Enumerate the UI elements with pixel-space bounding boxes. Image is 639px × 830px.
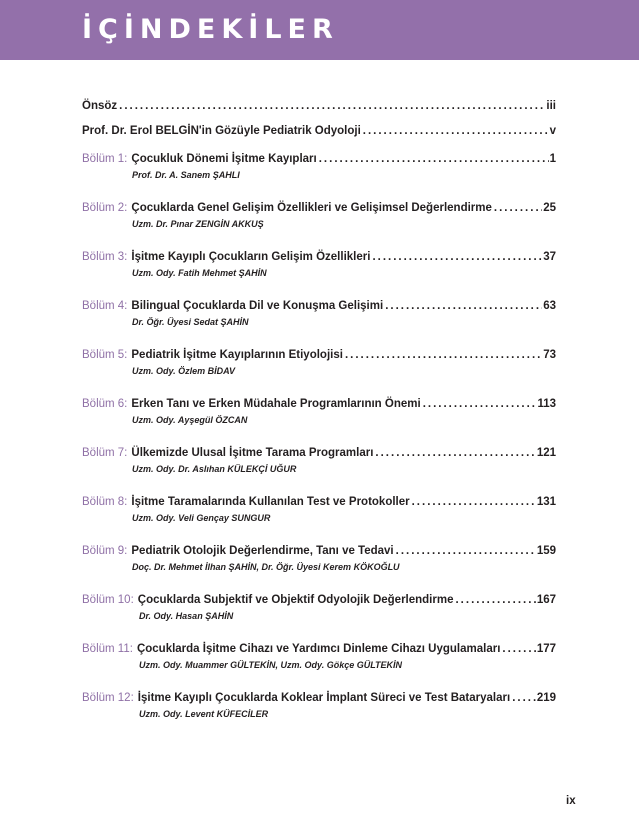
chapter-title: Çocuklarda Genel Gelişim Özellikleri ve Gelişimsel Değerlendirme [131,202,492,214]
chapter-page: 1 [549,153,556,165]
dot-leader [510,690,536,706]
chapter-author: Uzm. Ody. Dr. Aslıhan KÜLEKÇİ UĞUR [132,464,297,474]
chapter-author: Uzm. Ody. Levent KÜFECİLER [139,709,269,719]
toc-chapter-entry[interactable] [82,151,556,183]
chapter-title: Bilingual Çocuklarda Dil ve Konuşma Gelişimi [131,300,384,312]
dot-leader [394,543,536,559]
chapter-label: Bölüm 5: [82,349,128,361]
chapter-title: Pediatrik İşitme Kayıplarının Etiyolojisi [131,349,343,361]
dot-leader [317,151,549,167]
chapter-page: 63 [543,300,556,312]
dot-leader [500,641,535,657]
table-of-contents [82,98,556,739]
chapter-label: Bölüm 6: [82,398,128,410]
chapter-title: Ülkemizde Ulusal İşitme Tarama Programları [131,447,374,459]
toc-entry-page: iii [546,100,556,112]
dot-leader [373,445,535,461]
toc-entry-page: v [549,125,556,137]
toc-chapter-entry[interactable] [82,445,556,477]
chapter-author: Uzm. Ody. Ayşegül ÖZCAN [132,415,248,425]
header-band [0,0,639,60]
chapter-page: 121 [536,447,556,459]
dot-leader [383,298,542,314]
chapter-label: Bölüm 10: [82,594,134,606]
chapter-page: 177 [536,643,556,655]
chapter-page: 113 [537,398,556,410]
chapter-title: İşitme Kayıplı Çocuklarda Koklear İmplant Süreci ve Test Bataryaları [137,692,511,704]
chapter-label: Bölüm 8: [82,496,128,508]
chapter-title: Çocuklarda İşitme Cihazı ve Yardımcı Dinleme Cihazı Uygulamaları [136,643,501,655]
chapter-author: Dr. Ody. Hasan ŞAHİN [139,611,234,621]
chapter-author: Uzm. Ody. Veli Gençay SUNGUR [132,513,271,523]
toc-chapter-entry[interactable] [82,249,556,281]
chapter-page: 167 [536,594,556,606]
dot-leader [492,200,542,216]
dot-leader [453,592,535,608]
toc-chapter-entry[interactable] [82,592,556,624]
dot-leader [421,396,537,412]
chapter-title: Erken Tanı ve Erken Müdahale Programlarının Önemi [131,398,421,410]
chapter-label: Bölüm 12: [82,692,134,704]
chapter-page: 37 [543,251,556,263]
chapter-title: Pediatrik Otolojik Değerlendirme, Tanı ve Tedavi [131,545,394,557]
toc-chapter-entry[interactable] [82,200,556,232]
chapter-title: Çocuklarda Subjektif ve Objektif Odyolojik Değerlendirme [137,594,454,606]
toc-chapter-entry[interactable] [82,494,556,526]
chapter-author: Doç. Dr. Mehmet İlhan ŞAHİN, Dr. Öğr. Üyesi Kerem KÖKOĞLU [132,562,400,572]
chapter-page: 131 [536,496,556,508]
chapter-author: Uzm. Ody. Fatih Mehmet ŞAHİN [132,268,267,278]
chapter-label: Bölüm 4: [82,300,128,312]
page-number: ix [566,795,576,807]
toc-chapter-entry[interactable] [82,396,556,428]
toc-front-entry[interactable] [82,123,556,139]
chapter-label: Bölüm 1: [82,153,128,165]
chapter-label: Bölüm 3: [82,251,128,263]
chapter-author: Prof. Dr. A. Sanem ŞAHLI [132,170,240,180]
chapter-page: 25 [543,202,556,214]
chapter-title: Çocukluk Dönemi İşitme Kayıpları [131,153,317,165]
toc-entry-title: Prof. Dr. Erol BELGİN'in Gözüyle Pediatrik Odyoloji [82,125,361,137]
toc-chapter-entry[interactable] [82,347,556,379]
chapter-page: 73 [543,349,556,361]
chapter-title: İşitme Taramalarında Kullanılan Test ve Protokoller [131,496,410,508]
toc-front-entry[interactable] [82,98,556,114]
chapter-author: Uzm. Ody. Muammer GÜLTEKİN, Uzm. Ody. Gökçe GÜLTEKİN [139,660,403,670]
chapter-label: Bölüm 9: [82,545,128,557]
dot-leader [410,494,536,510]
toc-chapter-entry[interactable] [82,690,556,722]
chapter-label: Bölüm 2: [82,202,128,214]
chapter-page: 159 [536,545,556,557]
dot-leader [361,123,549,139]
chapter-author: Uzm. Dr. Pınar ZENGİN AKKUŞ [132,219,264,229]
toc-entry-title: Önsöz [82,100,118,112]
dot-leader [117,98,545,114]
toc-chapter-entry[interactable] [82,298,556,330]
chapter-label: Bölüm 7: [82,447,128,459]
dot-leader [343,347,542,363]
chapter-page: 219 [536,692,556,704]
dot-leader [370,249,542,265]
chapter-title: İşitme Kayıplı Çocukların Gelişim Özellikleri [131,251,371,263]
toc-chapter-entry[interactable] [82,543,556,575]
page-title: İÇİNDEKİLER [82,14,339,45]
chapter-author: Dr. Öğr. Üyesi Sedat ŞAHİN [132,317,249,327]
chapter-author: Uzm. Ody. Özlem BİDAV [132,366,236,376]
toc-chapter-entry[interactable] [82,641,556,673]
chapter-label: Bölüm 11: [82,643,133,655]
